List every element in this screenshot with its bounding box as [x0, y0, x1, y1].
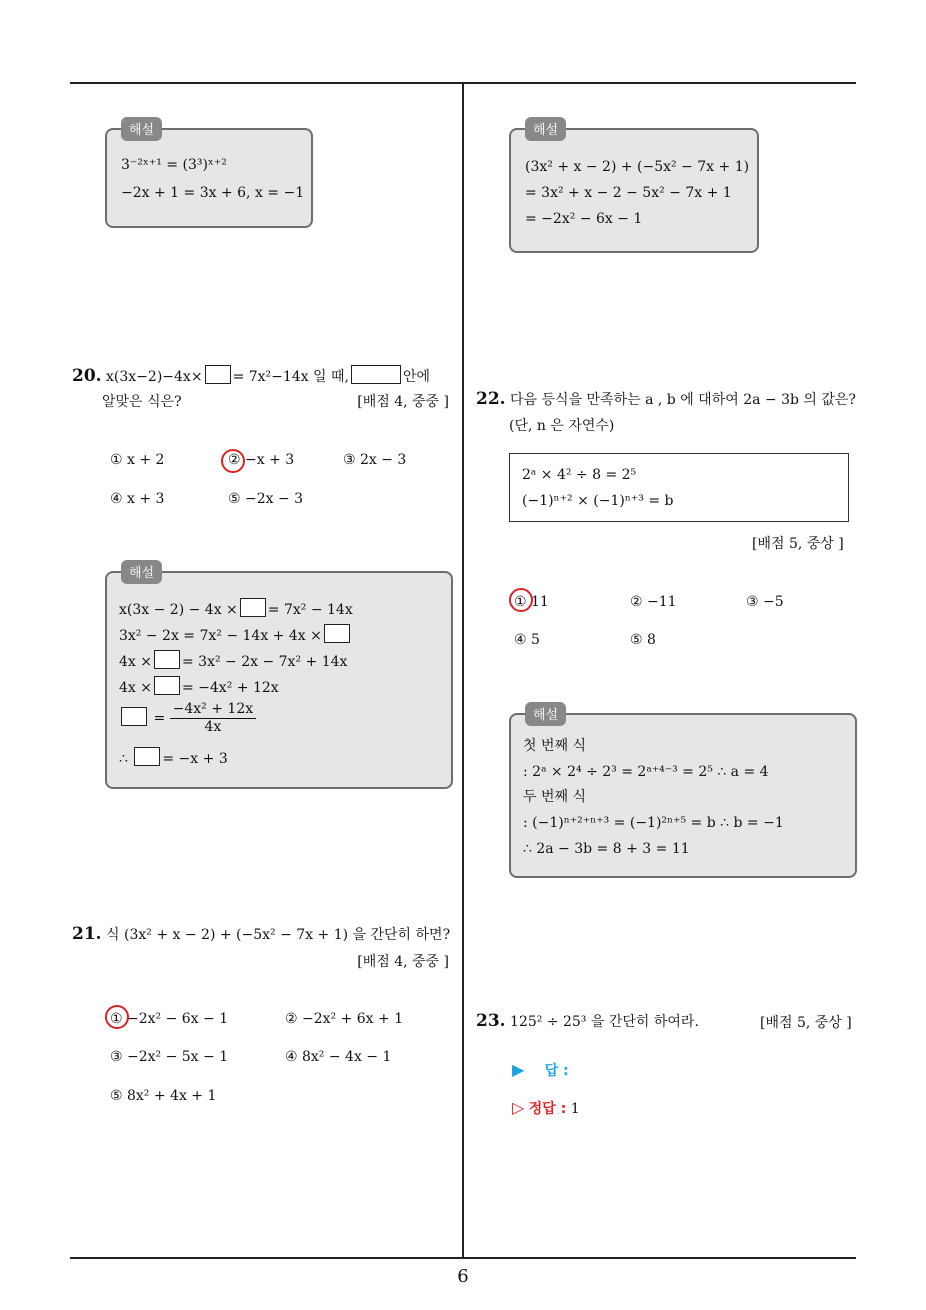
- solution-text: = −x + 3: [162, 751, 228, 767]
- solution-text: =: [153, 710, 166, 727]
- score-label: [배점 5, 중상 ]: [752, 536, 844, 552]
- solution-tag: 해설: [121, 117, 162, 141]
- equation-box: [509, 453, 849, 522]
- question-text: 안에: [403, 369, 431, 385]
- option-3[interactable]: ③ −5: [746, 594, 784, 610]
- option-1[interactable]: ① 11: [514, 594, 549, 610]
- blank-box: [121, 707, 147, 726]
- option-4[interactable]: ④ 5: [514, 632, 540, 648]
- question-number: 22.: [476, 389, 506, 409]
- option-4[interactable]: ④ 8x² − 4x − 1: [285, 1049, 392, 1065]
- correct-answer-mark: [105, 1005, 129, 1029]
- question-number: 21.: [72, 924, 102, 944]
- solution-line: : 2ᵃ × 2⁴ ÷ 2³ = 2ᵃ⁺⁴⁻³ = 2⁵ ∴ a = 4: [523, 764, 769, 780]
- solution-line: ∴ 2a − 3b = 8 + 3 = 11: [523, 841, 690, 857]
- solution-text: 4x ×: [119, 654, 152, 670]
- solution-line: : (−1)ⁿ⁺²⁺ⁿ⁺³ = (−1)²ⁿ⁺⁵ = b ∴ b = −1: [523, 815, 784, 831]
- solution-box-19: [105, 123, 313, 228]
- blank-box: [134, 747, 160, 766]
- option-2[interactable]: ② −11: [630, 594, 677, 610]
- question-text: 식 (3x² + x − 2) + (−5x² − 7x + 1) 을 간단히 하면?: [106, 927, 451, 943]
- solution-line: (3x² + x − 2) + (−5x² − 7x + 1): [525, 159, 750, 175]
- solution-tag: 해설: [121, 560, 162, 584]
- question-text: x(3x−2)−4x×: [106, 369, 203, 385]
- solution-box-21: [509, 123, 759, 253]
- column-divider: [462, 82, 464, 1257]
- therefore-symbol: ∴: [119, 751, 128, 767]
- solution-text: x(3x − 2) − 4x ×: [119, 602, 238, 618]
- solution-line: 두 번째 식: [523, 789, 586, 805]
- option-5[interactable]: ⑤ 8x² + 4x + 1: [110, 1088, 217, 1104]
- answer-label: 답 :: [544, 1063, 569, 1079]
- fraction: [170, 701, 257, 736]
- correct-marker-icon: ▷: [512, 1098, 525, 1117]
- blank-box: [324, 624, 350, 643]
- solution-tag: 해설: [525, 117, 566, 141]
- score-label: [배점 5, 중상 ]: [760, 1015, 852, 1031]
- correct-answer-mark: [509, 588, 533, 612]
- fraction-numerator: −4x² + 12x: [170, 701, 257, 719]
- correct-value: 1: [570, 1101, 580, 1117]
- question-number: 23.: [476, 1011, 506, 1031]
- option-5[interactable]: ⑤ −2x − 3: [228, 491, 304, 507]
- option-4[interactable]: ④ x + 3: [110, 491, 165, 507]
- answer-marker-icon: ▶: [512, 1060, 525, 1079]
- option-1[interactable]: ① x + 2: [110, 452, 165, 468]
- solution-text: = 3x² − 2x − 7x² + 14x: [181, 654, 348, 670]
- solution-line: = −2x² − 6x − 1: [525, 211, 643, 227]
- score-label: [배점 4, 중중 ]: [357, 954, 449, 970]
- correct-label: 정답 :: [528, 1101, 567, 1117]
- blank-box: [154, 676, 180, 695]
- equation-line: 2ᵃ × 4² ÷ 8 = 2⁵: [522, 467, 637, 483]
- option-1[interactable]: ① −2x² − 6x − 1: [110, 1011, 229, 1027]
- score-label: [배점 4, 중중 ]: [357, 394, 449, 410]
- page-number: 6: [457, 1266, 469, 1287]
- solution-text: 4x ×: [119, 680, 152, 696]
- question-number: 20.: [72, 366, 102, 386]
- blank-box: [205, 365, 231, 384]
- option-3[interactable]: ③ −2x² − 5x − 1: [110, 1049, 229, 1065]
- question-text-line2: (단, n 은 자연수): [509, 418, 615, 434]
- fraction-denominator: 4x: [204, 719, 222, 735]
- option-2[interactable]: ② −2x² + 6x + 1: [285, 1011, 404, 1027]
- solution-box-22: [509, 708, 857, 878]
- solution-text: 3x² − 2x = 7x² − 14x + 4x ×: [119, 628, 322, 644]
- solution-box-20: [105, 566, 453, 789]
- solution-text: = 7x² − 14x: [267, 602, 353, 618]
- blank-box: [240, 598, 266, 617]
- solution-line: 첫 번째 식: [523, 738, 586, 754]
- solution-line: = 3x² + x − 2 − 5x² − 7x + 1: [525, 185, 732, 201]
- correct-answer-mark: [221, 449, 245, 473]
- answer-input[interactable]: [585, 1058, 785, 1080]
- bottom-rule: [70, 1257, 856, 1259]
- correct-answer-row: [512, 1098, 580, 1118]
- question-text: 125² ÷ 25³ 을 간단히 하여라.: [510, 1014, 699, 1030]
- answer-row: [512, 1060, 569, 1080]
- blank-box: [154, 650, 180, 669]
- equation-line: (−1)ⁿ⁺² × (−1)ⁿ⁺³ = b: [522, 493, 674, 509]
- blank-box: [351, 365, 401, 384]
- question-text: = 7x²−14x 일 때,: [232, 369, 349, 385]
- solution-line: 3⁻²ˣ⁺¹ = (3³)ˣ⁺²: [121, 157, 227, 173]
- solution-text: = −4x² + 12x: [181, 680, 279, 696]
- solution-line: −2x + 1 = 3x + 6, x = −1: [121, 185, 305, 201]
- option-3[interactable]: ③ 2x − 3: [343, 452, 407, 468]
- solution-tag: 해설: [525, 702, 566, 726]
- option-5[interactable]: ⑤ 8: [630, 632, 656, 648]
- option-2[interactable]: ② −x + 3: [228, 452, 295, 468]
- question-text: 다음 등식을 만족하는 a , b 에 대하여 2a − 3b 의 값은?: [510, 392, 856, 408]
- question-text-line2: 알맞은 식은?: [102, 394, 182, 410]
